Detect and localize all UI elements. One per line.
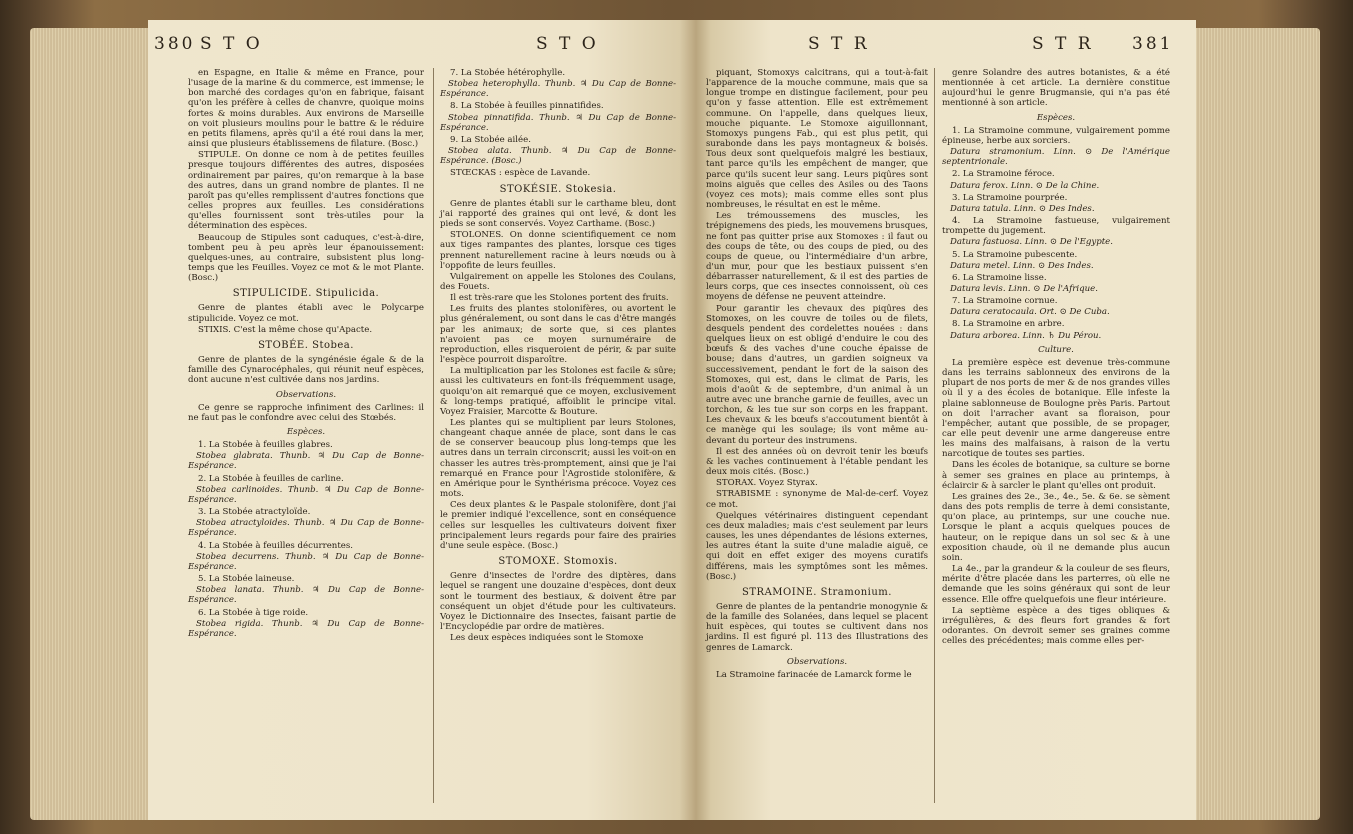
paragraph: La Stramoine farinacée de Lamarck forme le xyxy=(716,669,912,680)
running-head-left-2: S T O xyxy=(536,34,599,54)
paragraph: 7. La Stramoine cornue. xyxy=(952,296,1058,307)
section-subheading: Observations. xyxy=(786,656,848,667)
species-entry: Datura metel. Linn. ⊙ Des Indes. xyxy=(950,260,1094,271)
paragraph: Il est des années où on devroit tenir les bœufs & les vaches continuement à l'étable pendant les deux mois cités. (Bosc.) xyxy=(706,446,928,478)
paragraph: Quelques vétérinaires distinguent cependant ces deux maladies; mais c'est seulement par leurs causes, les unes dépendantes de lésions externes, les autres étant la suite d'une maladie aiguë, ce qui doit en effet exiger des moyens curatifs différens, mais les symptômes sont les mêmes. (Bosc.) xyxy=(706,510,928,582)
page-number-left: 380 xyxy=(154,34,196,54)
section-subheading: Culture. xyxy=(1038,344,1074,355)
paragraph: STIPULE. On donne ce nom à de petites feuilles presque toujours différentes des autres, disposées ordinairement par paires, qu'on remarque à la base des autres, dans un grand nombre de plantes. Il ne paroît pas qu'elles remplissent d'autres fonctions que celles propres aux feuilles. Les considérations qu'elles fournissent sont très-utiles pour la détermination des espèces. xyxy=(188,150,424,232)
species-entry: Stobea pinnatifida. Thunb. ♃ Du Cap de Bonne-Espérance. xyxy=(440,112,676,133)
page-number-right: 381 xyxy=(1132,34,1174,54)
paragraph: 1. La Stobée à feuilles glabres. xyxy=(198,440,333,451)
paragraph: 2. La Stobée à feuilles de carline. xyxy=(198,473,344,484)
species-entry: Datura levis. Linn. ⊙ De l'Afrique. xyxy=(950,283,1098,294)
paragraph: 4. La Stramoine fastueuse, vulgairement trompette du jugement. xyxy=(942,216,1170,237)
running-head-right-2: S T R xyxy=(1032,34,1094,54)
paragraph: Genre de plantes de la pentandrie monogynie & de la famille des Solanées, dans lequel se placent huit espèces, qui toutes se cultivent dans nos jardins. Il est figuré pl. 113 des Illustrations des genres de Lamarck. xyxy=(706,601,928,653)
paragraph: 5. La Stobée laineuse. xyxy=(198,574,295,585)
paragraph: 1. La Stramoine commune, vulgairement pomme épineuse, herbe aux sorciers. xyxy=(942,125,1170,146)
species-entry: Stobea atractyloides. Thunb. ♃ Du Cap de Bonne-Espérance. xyxy=(188,518,424,539)
paragraph: Ces deux plantes & le Paspale stolonifère, dont j'ai le premier indiqué l'excellence, sont en conséquence celles sur lesquelles les cultivateurs doivent fixer principalement leurs regards pour faire des prairies d'une seule espèce. (Bosc.) xyxy=(440,500,676,551)
paragraph: La première espèce est devenue très-commune dans les terrains sablonneux des environs de la plupart de nos ports de mer & de nos grandes villes où il y a des écoles de botanique. Elle infeste la plaine sablonneuse de Boulogne près Paris. Partout on doit l'arracher avant sa floraison, pour l'empêcher, autant que possible, de se propager, car elle peut devenir une arme dangereuse entre les mains des malfaisans, à raison de la vertu narcotique de toutes ses parties. xyxy=(942,357,1170,460)
species-entry: Stobea glabrata. Thunb. ♃ Du Cap de Bonne-Espérance. xyxy=(188,451,424,472)
species-entry: Stobea decurrens. Thunb. ♃ Du Cap de Bonne-Espérance. xyxy=(188,551,424,572)
paragraph: 2. La Stramoine féroce. xyxy=(952,169,1055,180)
paragraph: Les deux espèces indiquées sont le Stomoxe xyxy=(450,633,644,644)
article-heading: STOKÉSIE. Stokesia. xyxy=(499,183,617,195)
paragraph: Ce genre se rapproche infiniment des Carlines: il ne faut pas le confondre avec celui des Stœbés. xyxy=(188,402,424,423)
paragraph: STŒCKAS : espèce de Lavande. xyxy=(450,168,591,179)
left-column-1 xyxy=(188,68,424,641)
species-entry: Datura ferox. Linn. ⊙ De la Chine. xyxy=(950,180,1100,191)
section-subheading: Espèces. xyxy=(1036,112,1076,123)
paragraph: genre Solandre des autres botanistes, & a été mentionnée à cet article. La dernière constitue aujourd'hui le genre Brugmansie, qui n'a pas été mentionné à son article. xyxy=(942,68,1170,109)
running-head-left-1: S T O xyxy=(200,34,263,54)
section-subheading: Espèces. xyxy=(286,427,326,437)
paragraph: Genre de plantes établi sur le carthame bleu, dont j'ai rapporté des graines qui ont levé, & dont les pieds se sont conservés. Voyez Carthame. (Bosc.) xyxy=(440,198,676,230)
species-entry: Stobea heterophylla. Thunb. ♃ Du Cap de Bonne-Espérance. xyxy=(440,79,676,100)
right-column-1 xyxy=(706,68,928,681)
species-entry: Stobea alata. Thunb. ♃ Du Cap de Bonne-Espérance. (Bosc.) xyxy=(440,146,676,167)
running-head-right-1: S T R xyxy=(808,34,870,54)
paragraph: Les trémoussemens des muscles, les trépignemens des pieds, les mouvemens brusques, ne font pas quitter prise aux Stomoxes : il faut ou des coups de tête, ou des coups de pied, ou des coups de queue, ou l'intermédiaire d'un arbre, d'un mur, pour que les bestiaux puissent s'en débarrasser naturellement, & il est des parties de leurs corps, que ces insectes connoissent, où ces moyens de défense ne peuvent atteindre. xyxy=(706,211,928,303)
species-entry: Datura arborea. Linn. ♄ Du Pérou. xyxy=(950,330,1102,341)
paragraph: Les graines des 2e., 3e., 4e., 5e. & 6e. se sèment dans des pots remplis de terre à demi consistante, qu'on place, au printemps, sur une couche nue. Lorsque le plant a acquis quelques pouces de hauteur, on le repique dans un sol sec & à une exposition chaude, où il ne demande plus aucun soin. xyxy=(942,491,1170,563)
article-heading: STIPULICIDE. Stipulicida. xyxy=(232,288,380,300)
paragraph: Les fruits des plantes stolonifères, ou avortent le plus généralement, ou sont dans le cas d'être mangés par les animaux; de sorte que, si ces plantes n'avoient pas ce moyen surnuméraire de reproduction, elles risqueroient de périr, & par suite l'espèce pourroit disparoître. xyxy=(440,304,676,366)
paragraph: La multiplication par les Stolones est facile & sûre; aussi les cultivateurs en font-ils fréquemment usage, quoiqu'on ait remarqué que ce moyen, exclusivement & long-temps pratiqué, affoiblit le principe vital. Voyez Fraisier, Marcotte & Bouture. xyxy=(440,366,676,417)
paragraph: 8. La Stobée à feuilles pinnatifides. xyxy=(450,101,604,112)
right-column-2 xyxy=(942,68,1170,647)
species-entry: Datura stramonium. Linn. ⊙ De l'Amérique septentrionale. xyxy=(942,147,1170,168)
left-page-edges xyxy=(30,28,150,820)
paragraph: Beaucoup de Stipules sont caduques, c'est-à-dire, tombent peu à peu après leur épanouissement: quelques-unes, au contraire, subsistent plus long-temps que les Feuilles. Voyez ce mot & le mot Plante. (Bosc.) xyxy=(188,232,424,284)
paragraph: STIXIS. C'est la même chose qu'Apacte. xyxy=(198,324,373,335)
right-page xyxy=(696,20,1196,820)
paragraph: Vulgairement on appelle les Stolones des Coulans, des Fouets. xyxy=(440,271,676,292)
paragraph: STRABISME : synonyme de Mal-de-cerf. Voyez ce mot. xyxy=(706,489,928,510)
right-page-header xyxy=(696,34,1196,60)
paragraph: Dans les écoles de botanique, sa culture se borne à semer ses graines en place au printemps, à éclaircir & à sarcler le plant qu'elles ont produit. xyxy=(942,460,1170,491)
article-heading: STRAMOINE. Stramonium. xyxy=(742,586,892,598)
species-entry: Stobea lanata. Thunb. ♃ Du Cap de Bonne-Espérance. xyxy=(188,585,424,606)
paragraph: 4. La Stobée à feuilles décurrentes. xyxy=(198,540,353,551)
paragraph: 8. La Stramoine en arbre. xyxy=(952,319,1065,330)
left-column-2 xyxy=(440,68,676,644)
paragraph: Pour garantir les chevaux des piqûres des Stomoxes, on les couvre de toiles ou de filets, desquels pendent des cordelettes nouées : dans quelques lieux on est obligé d'enduire le cou des bœufs & des vaches d'une couche épaisse de bouse; dans d'autres, un gardien soigneux va successivement, pendant le fort de la saison des Stomoxes, qui est, dans le climat de Paris, les mois d'août & de septembre, d'un animal à un autre avec une branche garnie de feuilles, avec un torchon, & les tue sur son corps en les frappant. Les chevaux & les bœufs s'accoutument bientôt à ce manège qui les soulage; ils vont même au-devant du porteur des instrumens. xyxy=(706,303,928,446)
paragraph: Genre de plantes de la syngénésie égale & de la famille des Cynarocéphales, qui réunit neuf espèces, dont aucune n'est cultivée dans nos jardins. xyxy=(188,355,424,386)
species-entry: Stobea rigida. Thunb. ♃ Du Cap de Bonne-Espérance. xyxy=(188,618,424,639)
paragraph: 6. La Stobée à tige roide. xyxy=(198,607,309,618)
species-entry: Datura fastuosa. Linn. ⊙ De l'Egypte. xyxy=(950,237,1113,248)
left-page-header xyxy=(148,34,696,60)
paragraph: Genre d'insectes de l'ordre des diptères, dans lequel se rangent une douzaine d'espèces, dont deux sont le tourment des bestiaux, & doivent être par conséquent un objet d'étude pour les cultivateurs. Voyez le Dictionnaire des Insectes, faisant partie de l'Encyclopédie par ordre de matières. xyxy=(440,571,676,632)
paragraph: Il est très-rare que les Stolones portent des fruits. xyxy=(450,293,669,304)
column-rule-left xyxy=(433,68,434,803)
paragraph: La septième espèce a des tiges obliques & irrégulières, & des fleurs fort grandes & fort odorantes. On devroit semer ses graines comme celles des précédentes; mais comme elles per- xyxy=(942,605,1170,647)
species-entry: Stobea carlinoides. Thunb. ♃ Du Cap de Bonne-Espérance. xyxy=(188,484,424,505)
paragraph: STORAX. Voyez Styrax. xyxy=(716,478,818,489)
paragraph: La 4e., par la grandeur & la couleur de ses fleurs, mérite d'être placée dans les parterres, où elle ne demande que les soins généraux qui sont de leur essence. Elle offre quelquefois une fleur intérieure. xyxy=(942,564,1170,605)
paragraph: 9. La Stobée ailée. xyxy=(450,134,531,145)
species-entry: Datura ceratocaula. Ort. ⊙ De Cuba. xyxy=(950,307,1110,318)
paragraph: en Espagne, en Italie & même en France, pour l'usage de la marine & du commerce, est immense; le bon marché des cordages qu'on en fabrique, faisant qu'on les préfère à celles de chanvre, quoique moins fortes & moins durables. Aux environs de Marseille on voit plusieurs moulins pour le battre & le réduire en petits filamens, après qu'il a été roui dans la mer, ainsi que plusieurs établissemens de filature. (Bosc.) xyxy=(188,68,424,150)
paragraph: Les plantes qui se multiplient par leurs Stolones, changeant chaque année de place, sont dans le cas de se conserver beaucoup plus long-temps que les autres dans un terrain circonscrit; aussi les voit-on en chasser les autres très-promptement, ainsi que je l'ai remarqué en France pour l'Agrostide stolonifère, & en Amérique pour le Synthérisma précoce. Voyez ces mots. xyxy=(440,418,676,500)
paragraph: 7. La Stobée hétérophylle. xyxy=(450,68,566,78)
paragraph: 6. La Stramoine lisse. xyxy=(952,272,1047,283)
paragraph: 5. La Stramoine pubescente. xyxy=(952,249,1078,260)
paragraph: piquant, Stomoxys calcitrans, qui a tout-à-fait l'apparence de la mouche commune, mais que sa longue trompe en distingue facilement, pour peu qu'on y fasse attention. Elle est extrêmement commune. On l'appelle, dans quelques lieux, mouche piquante. Le Stomoxe aiguillonnant, Stomoxys pungens Fab., qui est plus petit, qui surabonde dans les pays montagneux & boisés. Tous deux sont quelquefois malgré les bestiaux, tant parce qu'ils les empêchent de manger, que parce qu'ils sucent leur sang. Leurs piqûres sont moins aiguës que celles des Asiles ou des Taons (voyez ces mots); mais comme elles sont plus nombreuses, le résultat en est le même. xyxy=(706,68,928,211)
paragraph: Genre de plantes établi avec le Polycarpe stipulicide. Voyez ce mot. xyxy=(188,303,424,324)
article-heading: STOBÉE. Stobea. xyxy=(258,339,354,351)
left-page xyxy=(148,20,696,820)
paragraph: 3. La Stramoine pourprée. xyxy=(952,192,1068,203)
section-subheading: Observations. xyxy=(275,389,337,400)
paragraph: STOLONES. On donne scientifiquement ce nom aux tiges rampantes des plantes, lorsque ces tiges prennent naturellement racine à leurs nœuds ou à l'oppofite de leurs feuilles. xyxy=(440,230,676,271)
paragraph: 3. La Stobée atractyloïde. xyxy=(198,507,311,518)
species-entry: Datura tatula. Linn. ⊙ Des Indes. xyxy=(950,203,1095,214)
right-page-edges xyxy=(1195,28,1320,820)
article-heading: STOMOXE. Stomoxis. xyxy=(498,556,618,568)
column-rule-right xyxy=(934,68,935,803)
